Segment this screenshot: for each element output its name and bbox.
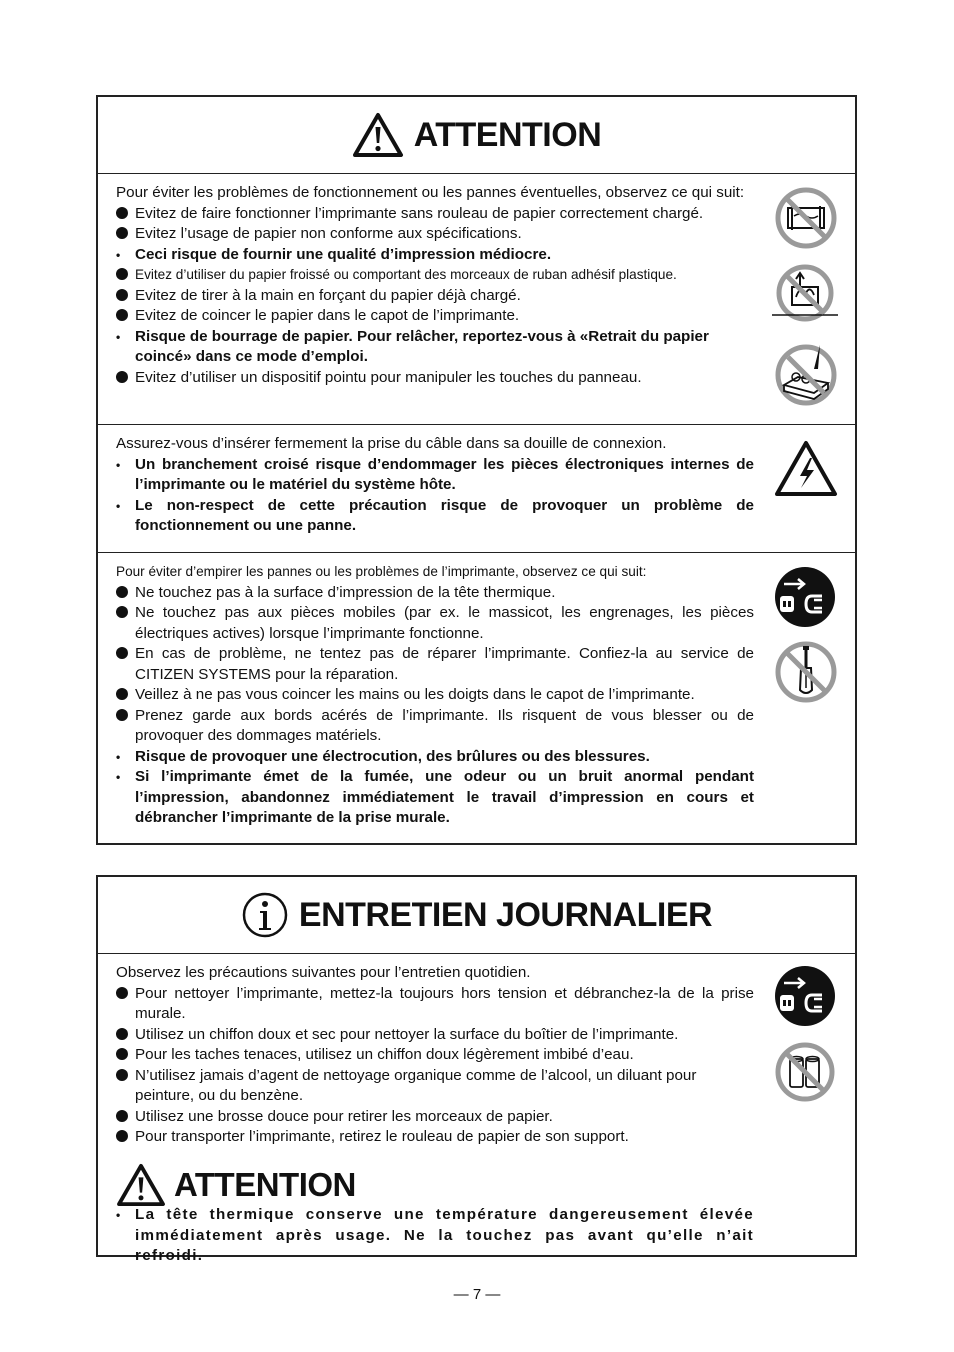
electric-shock-icon (774, 440, 838, 498)
maintenance-intro: Observez les précautions suivantes pour l’entretien quotidien. (116, 964, 531, 981)
list-item: Utilisez un chiffon doux et sec pour nettoyer la surface du boîtier de l’imprimante. (135, 1025, 679, 1043)
no-solvent-icon (774, 1041, 836, 1103)
connector-section-text (116, 434, 754, 537)
list-item: En cas de problème, ne tentez pas de réparer l’imprimante. Confiez-la au service de CITIZEN SYSTEMS pour la réparation. (135, 645, 754, 683)
list-item: Pour nettoyer l’imprimante, mettez-la toujours hors tension et débranchez-la de la prise murale. (135, 984, 754, 1022)
paper-intro: Pour éviter les problèmes de fonctionnement ou les pannes éventuelles, observez ce qui suit: (116, 184, 745, 201)
maintenance-header (98, 877, 855, 954)
maintenance-title: ENTRETIEN JOURNALIER (298, 895, 713, 934)
list-item: Evitez d’utiliser du papier froissé ou comportant des morceaux de ruban adhésif plastique. (135, 267, 677, 282)
paper-section (98, 173, 855, 425)
list-item: Evitez de tirer à la main en forçant du papier déjà chargé. (135, 286, 521, 304)
list-item: Le non-respect de cette précaution risque de provoquer un problème de fonctionnement ou une panne. (135, 496, 754, 534)
maintenance-attention-heading (116, 1163, 356, 1207)
list-item: Risque de bourrage de papier. Pour relâcher, reportez-vous à «Retrait du papier coincé» dans ce mode d’emploi. (135, 327, 709, 365)
list-item: Ceci risque de fournir une qualité d’impression médiocre. (135, 245, 552, 263)
maintenance-box (96, 875, 857, 1264)
attention-header (98, 97, 855, 174)
list-item: Ne touchez pas à la surface d’impression de la tête thermique. (135, 583, 556, 601)
info-icon (241, 891, 289, 939)
no-sharp-object-icon (774, 339, 838, 407)
repair-intro: Pour éviter d’empirer les pannes ou les problèmes de l’imprimante, observez ce qui suit: (116, 564, 647, 579)
list-item: Pour transporter l’imprimante, retirez le rouleau de papier de son support. (135, 1128, 629, 1145)
repair-section (98, 552, 855, 845)
list-item: Risque de provoquer une électrocution, des brûlures ou des blessures. (135, 747, 650, 765)
warning-triangle-icon (116, 1163, 166, 1207)
list-item: Evitez d’utiliser un dispositif pointu pour manipuler les touches du panneau. (135, 368, 642, 386)
list-item: La tête thermique conserve une température dangereusement élevée immédiatement après usage. Ne la touchez pas avant qu’elle n’ait refroidi. (135, 1206, 754, 1264)
repair-section-text (116, 562, 754, 829)
list-item: Evitez de coincer le papier dans le capot de l’imprimante. (135, 307, 520, 324)
connector-intro: Assurez-vous d’insérer fermement la prise du câble dans sa douille de connexion. (116, 435, 667, 452)
paper-section-text (116, 183, 754, 388)
warning-triangle-icon (352, 112, 404, 158)
list-item: Si l’imprimante émet de la fumée, une odeur ou un bruit anormal pendant l’impression, abandonnez immédiatement le travail d’impression en cours et débrancher l’imprimante de la prise murale. (135, 768, 754, 826)
unplug-icon (774, 566, 836, 628)
attention-box (96, 95, 857, 845)
list-item: N’utilisez jamais d’agent de nettoyage organique comme de l’alcool, un diluant pour peinture, ou du benzène. (135, 1066, 697, 1104)
list-item: Veillez à ne pas vous coincer les mains ou les doigts dans le capot de l’imprimante. (135, 686, 695, 703)
maintenance-attention-title: ATTENTION (174, 1166, 356, 1203)
unplug-icon (774, 965, 836, 1027)
page-number: — 7 — (453, 1286, 501, 1303)
list-item: Evitez de faire fonctionner l’imprimante sans rouleau de papier correctement chargé. (135, 204, 704, 222)
attention-title: ATTENTION (413, 115, 602, 154)
no-pulling-paper-icon (770, 263, 840, 327)
maintenance-text (116, 963, 754, 1148)
list-item: Un branchement croisé risque d’endommager les pièces électroniques internes de l’imprimante ou le matériel du système hôte. (135, 455, 754, 493)
no-screwdriver-icon (774, 640, 838, 704)
maintenance-attention-text (116, 1205, 754, 1267)
list-item: Prenez garde aux bords acérés de l’imprimante. Ils risquent de vous blesser ou de provoquer des dommages matériels. (135, 706, 754, 744)
list-item: Ne touchez pas aux pièces mobiles (par ex. le massicot, les engrenages, les pièces électriques actives) lorsque l’imprimante fonctionne. (135, 604, 754, 642)
list-item: Evitez l’usage de papier non conforme aux spécifications. (135, 225, 522, 242)
list-item: Pour les taches tenaces, utilisez un chiffon doux légèrement imbibé d’eau. (135, 1046, 634, 1063)
list-item: Utilisez une brosse douce pour retirer les morceaux de papier. (135, 1107, 553, 1125)
connector-section (98, 424, 855, 553)
no-paper-roll-icon (774, 186, 838, 250)
